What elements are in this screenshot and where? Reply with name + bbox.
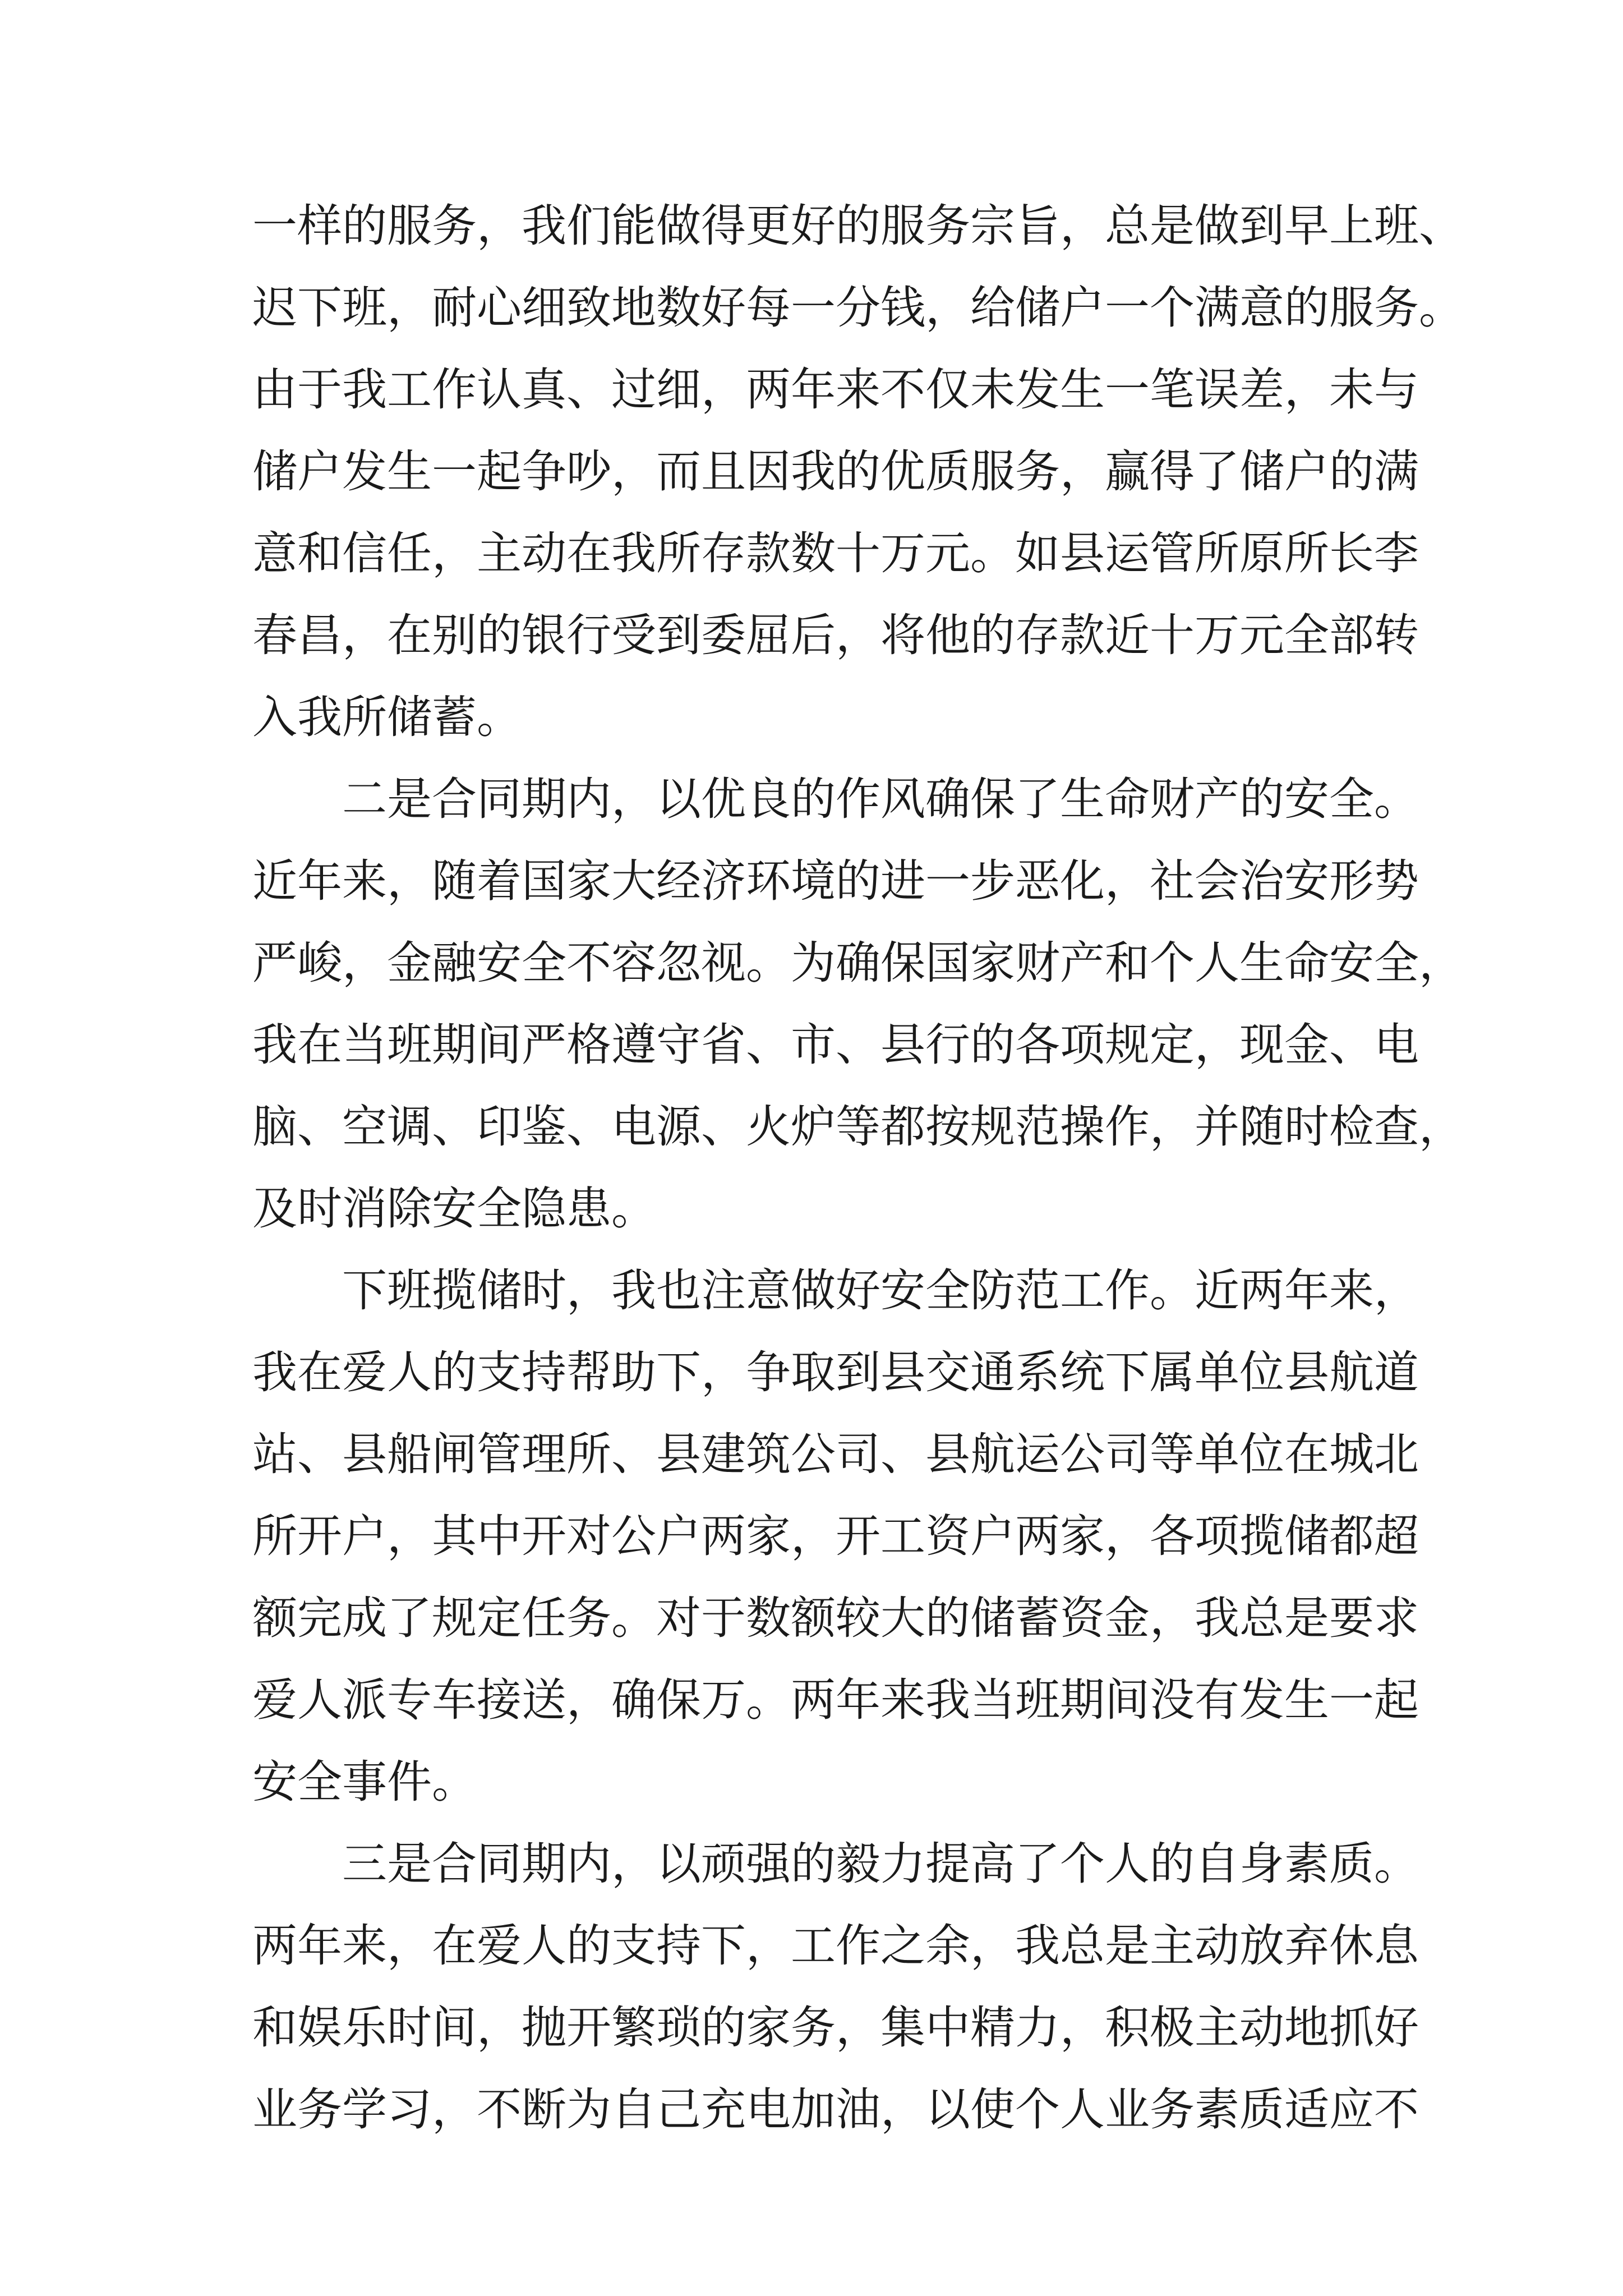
text-line: 近年来，随着国家大经济环境的进一步恶化，社会治安形势 [252, 855, 1419, 907]
text-line: 安全事件。 [252, 1756, 477, 1808]
text-line: 二是合同期内，以优良的作风确保了生命财产的安全。 [342, 773, 1419, 825]
text-line: 爱人派专车接送，确保万。两年来我当班期间没有发生一起 [252, 1674, 1419, 1726]
text-line: 所开户，其中开对公户两家，开工资户两家，各项揽储都超 [252, 1510, 1419, 1562]
text-line: 储户发生一起争吵，而且因我的优质服务，赢得了储户的满 [252, 445, 1419, 498]
text-line: 三是合同期内，以顽强的毅力提高了个人的自身素质。 [342, 1838, 1419, 1890]
text-line: 由于我工作认真、过细，两年来不仅未发生一笔误差，未与 [252, 364, 1419, 416]
paragraph-3 [252, 1250, 1419, 1823]
paragraph-1 [252, 185, 1464, 758]
text-line: 及时消除安全隐患。 [252, 1182, 656, 1235]
paragraph-2 [252, 758, 1464, 1250]
text-line: 业务学习，不断为自己充电加油，以使个人业务素质适应不 [252, 2083, 1419, 2136]
text-line: 严峻，金融安全不容忽视。为确保国家财产和个人生命安全， [252, 937, 1464, 989]
text-line: 站、县船闸管理所、县建筑公司、县航运公司等单位在城北 [252, 1428, 1419, 1480]
text-line: 入我所储蓄。 [252, 691, 522, 743]
text-line: 意和信任，主动在我所存款数十万元。如县运管所原所长李 [252, 527, 1419, 579]
paragraph-4 [252, 1823, 1419, 2151]
text-line: 春昌，在别的银行受到委屈后，将他的存款近十万元全部转 [252, 609, 1419, 661]
text-line: 脑、空调、印鉴、电源、火炉等都按规范操作，并随时检查， [252, 1101, 1464, 1153]
text-line: 两年来，在爱人的支持下，工作之余，我总是主动放弃休息 [252, 1920, 1419, 1972]
text-line: 迟下班，耐心细致地数好每一分钱，给储户一个满意的服务。 [252, 282, 1464, 334]
document-body [252, 185, 1464, 2151]
text-line: 我在爱人的支持帮助下，争取到县交通系统下属单位县航道 [252, 1346, 1419, 1398]
text-line: 额完成了规定任务。对于数额较大的储蓄资金，我总是要求 [252, 1592, 1419, 1644]
text-line: 和娱乐时间，抛开繁琐的家务，集中精力，积极主动地抓好 [252, 2001, 1419, 2054]
text-line: 我在当班期间严格遵守省、市、县行的各项规定，现金、电 [252, 1019, 1419, 1071]
text-line: 下班揽储时，我也注意做好安全防范工作。近两年来， [342, 1264, 1419, 1317]
text-line: 一样的服务，我们能做得更好的服务宗旨，总是做到早上班、 [252, 200, 1464, 252]
